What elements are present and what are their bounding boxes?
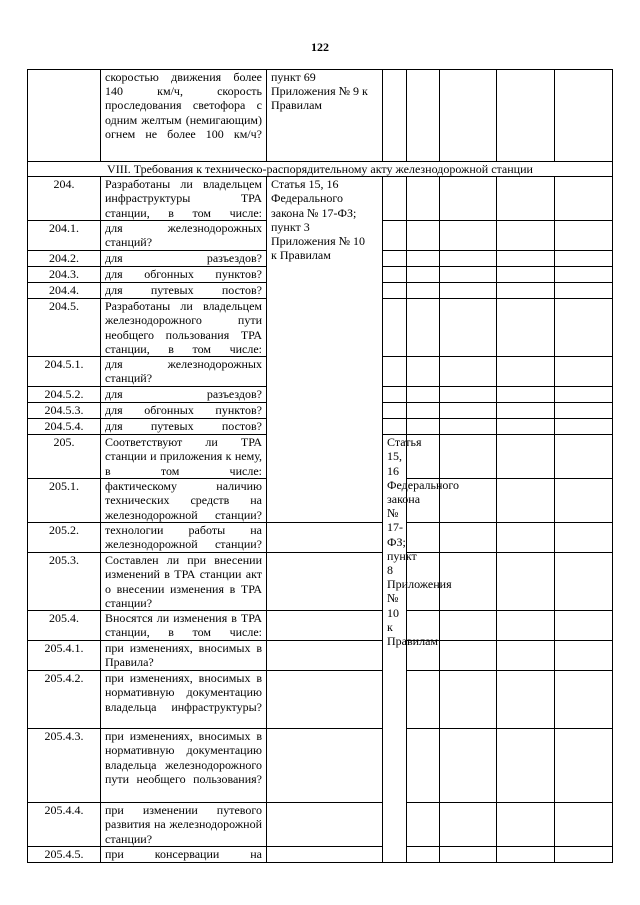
answer-cell (497, 267, 555, 283)
answer-cell (407, 177, 440, 221)
answer-cell (555, 553, 613, 611)
answer-cell (440, 221, 497, 251)
answer-cell (555, 419, 613, 435)
answer-cell (440, 403, 497, 419)
answer-cell (267, 553, 383, 611)
answer-cell (555, 523, 613, 553)
answer-cell (555, 403, 613, 419)
answer-cell (383, 251, 407, 267)
answer-cell (555, 177, 613, 221)
answer-cell (440, 283, 497, 299)
item-number: 205.4.3. (28, 729, 101, 803)
answer-cell (555, 267, 613, 283)
answer-cell (383, 267, 407, 283)
answer-cell (555, 357, 613, 387)
question-text: для разъездов? (101, 251, 267, 267)
answer-cell (440, 387, 497, 403)
item-number: 205.4.5. (28, 847, 101, 863)
answer-cell (440, 611, 497, 641)
answer-cell (497, 553, 555, 611)
table-row (28, 70, 613, 162)
section-header-row (28, 162, 613, 177)
table-row (28, 611, 613, 641)
answer-cell (267, 523, 383, 553)
item-number: 205.4. (28, 611, 101, 641)
answer-cell (497, 523, 555, 553)
answer-cell (555, 283, 613, 299)
answer-cell (497, 221, 555, 251)
answer-cell (267, 671, 383, 729)
item-number: 204.1. (28, 221, 101, 251)
table-row (28, 523, 613, 553)
answer-cell (383, 299, 407, 357)
item-number: 205.3. (28, 553, 101, 611)
item-number: 205.4.4. (28, 803, 101, 847)
legal-reference: Статья 15, 16 Федерального закона № 17-ФЗ; пункт 3 Приложения № 10 к Правилам (267, 177, 383, 523)
answer-cell (383, 70, 407, 162)
answer-cell (555, 803, 613, 847)
table-row (28, 803, 613, 847)
item-number: 204.5.4. (28, 419, 101, 435)
item-number: 204.5. (28, 299, 101, 357)
item-number: 205.4.2. (28, 671, 101, 729)
table-row (28, 847, 613, 863)
answer-cell (407, 847, 440, 863)
answer-cell (267, 847, 383, 863)
answer-cell (440, 419, 497, 435)
answer-cell (267, 803, 383, 847)
answer-cell (497, 479, 555, 523)
answer-cell (555, 221, 613, 251)
answer-cell (497, 357, 555, 387)
question-text: при консервации на (101, 847, 267, 863)
item-number: 205.2. (28, 523, 101, 553)
answer-cell (383, 221, 407, 251)
answer-cell (440, 729, 497, 803)
answer-cell (555, 729, 613, 803)
answer-cell (555, 611, 613, 641)
answer-cell (440, 299, 497, 357)
item-number: 205. (28, 435, 101, 479)
answer-cell (497, 435, 555, 479)
answer-cell (440, 803, 497, 847)
page-number: 122 (311, 40, 329, 54)
question-text: Разработаны ли владельцем инфраструктуры ТРА станции, в том числе: (101, 177, 267, 221)
answer-cell (407, 251, 440, 267)
answer-cell (497, 251, 555, 267)
answer-cell (267, 729, 383, 803)
question-text: технологии работы на железнодорожной станции? (101, 523, 267, 553)
answer-cell (407, 70, 440, 162)
item-number: 204.4. (28, 283, 101, 299)
question-text: для путевых постов? (101, 419, 267, 435)
answer-cell (383, 283, 407, 299)
answer-cell (497, 419, 555, 435)
answer-cell (497, 803, 555, 847)
question-text: для путевых постов? (101, 283, 267, 299)
legal-reference: Статья 15, 16 Федерального закона № 17-ФЗ; пункт 8 Приложения № 10 к Правилам (383, 435, 407, 863)
question-text: при изменении путевого развития на железнодорожной станции? (101, 803, 267, 847)
answer-cell (383, 403, 407, 419)
answer-cell (555, 435, 613, 479)
answer-cell (440, 251, 497, 267)
item-number: 204.5.1. (28, 357, 101, 387)
item-number: 205.4.1. (28, 641, 101, 671)
answer-cell (407, 729, 440, 803)
question-text: для обгонных пунктов? (101, 267, 267, 283)
answer-cell (440, 847, 497, 863)
answer-cell (497, 729, 555, 803)
answer-cell (440, 641, 497, 671)
item-number (28, 70, 101, 162)
item-number: 204. (28, 177, 101, 221)
question-text: при изменениях, вносимых в Правила? (101, 641, 267, 671)
question-text: для разъездов? (101, 387, 267, 403)
answer-cell (555, 70, 613, 162)
legal-reference: пункт 69 Приложения № 9 к Правилам (267, 70, 383, 162)
answer-cell (383, 419, 407, 435)
answer-cell (407, 387, 440, 403)
checklist-table (27, 69, 613, 863)
question-text: для железнодорожных станций? (101, 357, 267, 387)
answer-cell (555, 479, 613, 523)
answer-cell (383, 387, 407, 403)
question-text: фактическому наличию технических средств на железнодорожной станции? (101, 479, 267, 523)
answer-cell (440, 523, 497, 553)
question-text: Составлен ли при внесении изменений в ТРА станции акт о внесении изменения в ТРА станции? (101, 553, 267, 611)
answer-cell (407, 357, 440, 387)
answer-cell (440, 435, 497, 479)
question-text: при изменениях, вносимых в нормативную документацию владельца инфраструктуры? (101, 671, 267, 729)
answer-cell (440, 357, 497, 387)
table-row (28, 177, 613, 221)
answer-cell (407, 221, 440, 251)
answer-cell (267, 641, 383, 671)
answer-cell (497, 847, 555, 863)
answer-cell (383, 357, 407, 387)
answer-cell (383, 177, 407, 221)
answer-cell (440, 671, 497, 729)
answer-cell (555, 847, 613, 863)
question-text: Разработаны ли владельцем железнодорожного пути необщего пользования ТРА станции, в том числе: (101, 299, 267, 357)
question-text: при изменениях, вносимых в нормативную документацию владельца железнодорожного пути необщего пользования? (101, 729, 267, 803)
answer-cell (407, 803, 440, 847)
answer-cell (497, 611, 555, 641)
item-number: 204.2. (28, 251, 101, 267)
answer-cell (497, 177, 555, 221)
section-title: VIII. Требования к техническо-распорядительному акту железнодорожной станции (28, 162, 613, 177)
answer-cell (440, 267, 497, 283)
answer-cell (555, 671, 613, 729)
answer-cell (407, 299, 440, 357)
answer-cell (267, 611, 383, 641)
answer-cell (440, 177, 497, 221)
answer-cell (497, 641, 555, 671)
item-number: 204.3. (28, 267, 101, 283)
question-text: Соответствуют ли ТРА станции и приложения к нему, в том числе: (101, 435, 267, 479)
answer-cell (555, 251, 613, 267)
table-row (28, 641, 613, 671)
question-text: скоростью движения более 140 км/ч, скорость проследования светофора с одним желтым (немигающим) огнем не более 100 км/ч? (101, 70, 267, 162)
answer-cell (407, 403, 440, 419)
answer-cell (407, 419, 440, 435)
answer-cell (555, 387, 613, 403)
answer-cell (555, 641, 613, 671)
table-row (28, 729, 613, 803)
table-row (28, 671, 613, 729)
answer-cell (407, 283, 440, 299)
question-text: для железнодорожных станций? (101, 221, 267, 251)
table-row (28, 553, 613, 611)
item-number: 204.5.2. (28, 387, 101, 403)
answer-cell (555, 299, 613, 357)
question-text: для обгонных пунктов? (101, 403, 267, 419)
answer-cell (407, 267, 440, 283)
answer-cell (497, 403, 555, 419)
answer-cell (497, 70, 555, 162)
answer-cell (497, 387, 555, 403)
item-number: 204.5.3. (28, 403, 101, 419)
item-number: 205.1. (28, 479, 101, 523)
answer-cell (497, 671, 555, 729)
answer-cell (497, 299, 555, 357)
answer-cell (407, 671, 440, 729)
answer-cell (497, 283, 555, 299)
answer-cell (440, 70, 497, 162)
question-text: Вносятся ли изменения в ТРА станции, в том числе: (101, 611, 267, 641)
